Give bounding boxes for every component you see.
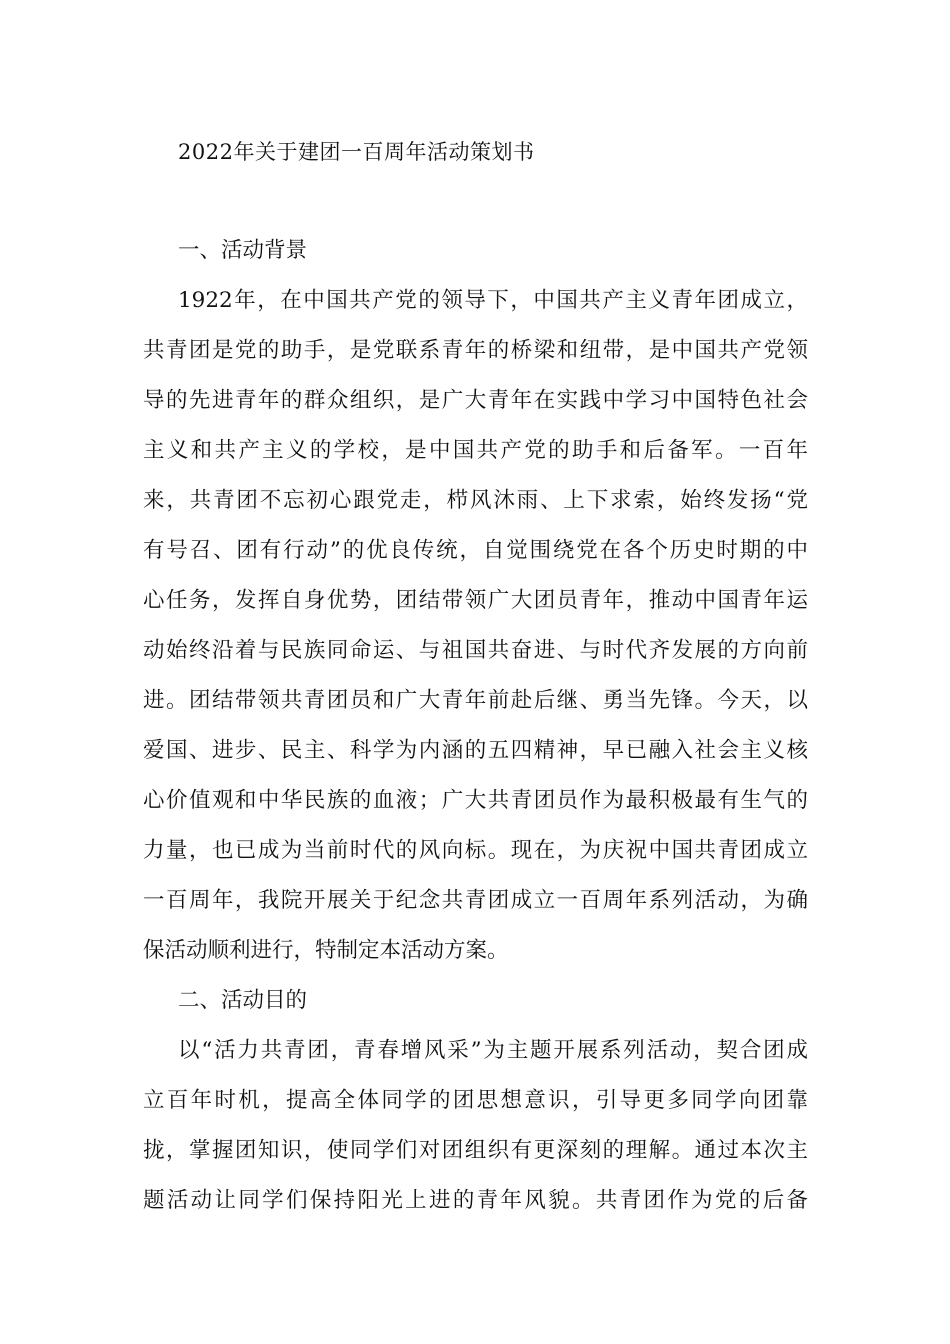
paragraph-line: 1922年，在中国共产党的领导下，中国共产主义青年团成立， — [178, 288, 808, 313]
paragraph-line: 动始终沿着与民族同命运、与祖国共奋进、与时代齐发展的方向前 — [143, 638, 808, 663]
paragraph-line: 导的先进青年的群众组织，是广大青年在实践中学习中国特色社会 — [143, 388, 808, 413]
paragraph-line: 共青团是党的助手，是党联系青年的桥梁和纽带，是中国共产党领 — [143, 338, 808, 363]
document-title: 2022年关于建团一百周年活动策划书 — [178, 140, 535, 164]
paragraph-line: 主义和共产主义的学校，是中国共产党的助手和后备军。一百年 — [143, 438, 808, 463]
paragraph-line: 爱国、进步、民主、科学为内涵的五四精神，早已融入社会主义核 — [143, 738, 808, 763]
paragraph-line: 以“活力共青团，青春增风采”为主题开展系列活动，契合团成 — [178, 1038, 808, 1063]
paragraph-line: 保活动顺利进行，特制定本活动方案。 — [143, 938, 509, 963]
paragraph-line: 题活动让同学们保持阳光上进的青年风貌。共青团作为党的后备 — [143, 1188, 808, 1213]
paragraph-line: 拢，掌握团知识，使同学们对团组织有更深刻的理解。通过本次主 — [143, 1138, 808, 1163]
paragraph-line: 心任务，发挥自身优势，团结带领广大团员青年，推动中国青年运 — [143, 588, 808, 613]
paragraph-line: 立百年时机，提高全体同学的团思想意识，引导更多同学向团靠 — [143, 1088, 808, 1113]
section-heading-background: 一、活动背景 — [178, 238, 308, 263]
paragraph-line: 一百周年，我院开展关于纪念共青团成立一百周年系列活动，为确 — [143, 888, 808, 913]
paragraph-line: 心价值观和中华民族的血液；广大共青团员作为最积极最有生气的 — [143, 788, 808, 813]
paragraph-line: 进。团结带领共青团员和广大青年前赴后继、勇当先锋。今天，以 — [143, 688, 808, 713]
paragraph-line: 力量，也已成为当前时代的风向标。现在，为庆祝中国共青团成立 — [143, 838, 808, 863]
section-heading-purpose: 二、活动目的 — [178, 988, 308, 1013]
paragraph-line: 来，共青团不忘初心跟党走，栉风沐雨、上下求索，始终发扬“党 — [143, 488, 808, 513]
paragraph-line: 有号召、团有行动”的优良传统，自觉围绕党在各个历史时期的中 — [143, 538, 808, 563]
